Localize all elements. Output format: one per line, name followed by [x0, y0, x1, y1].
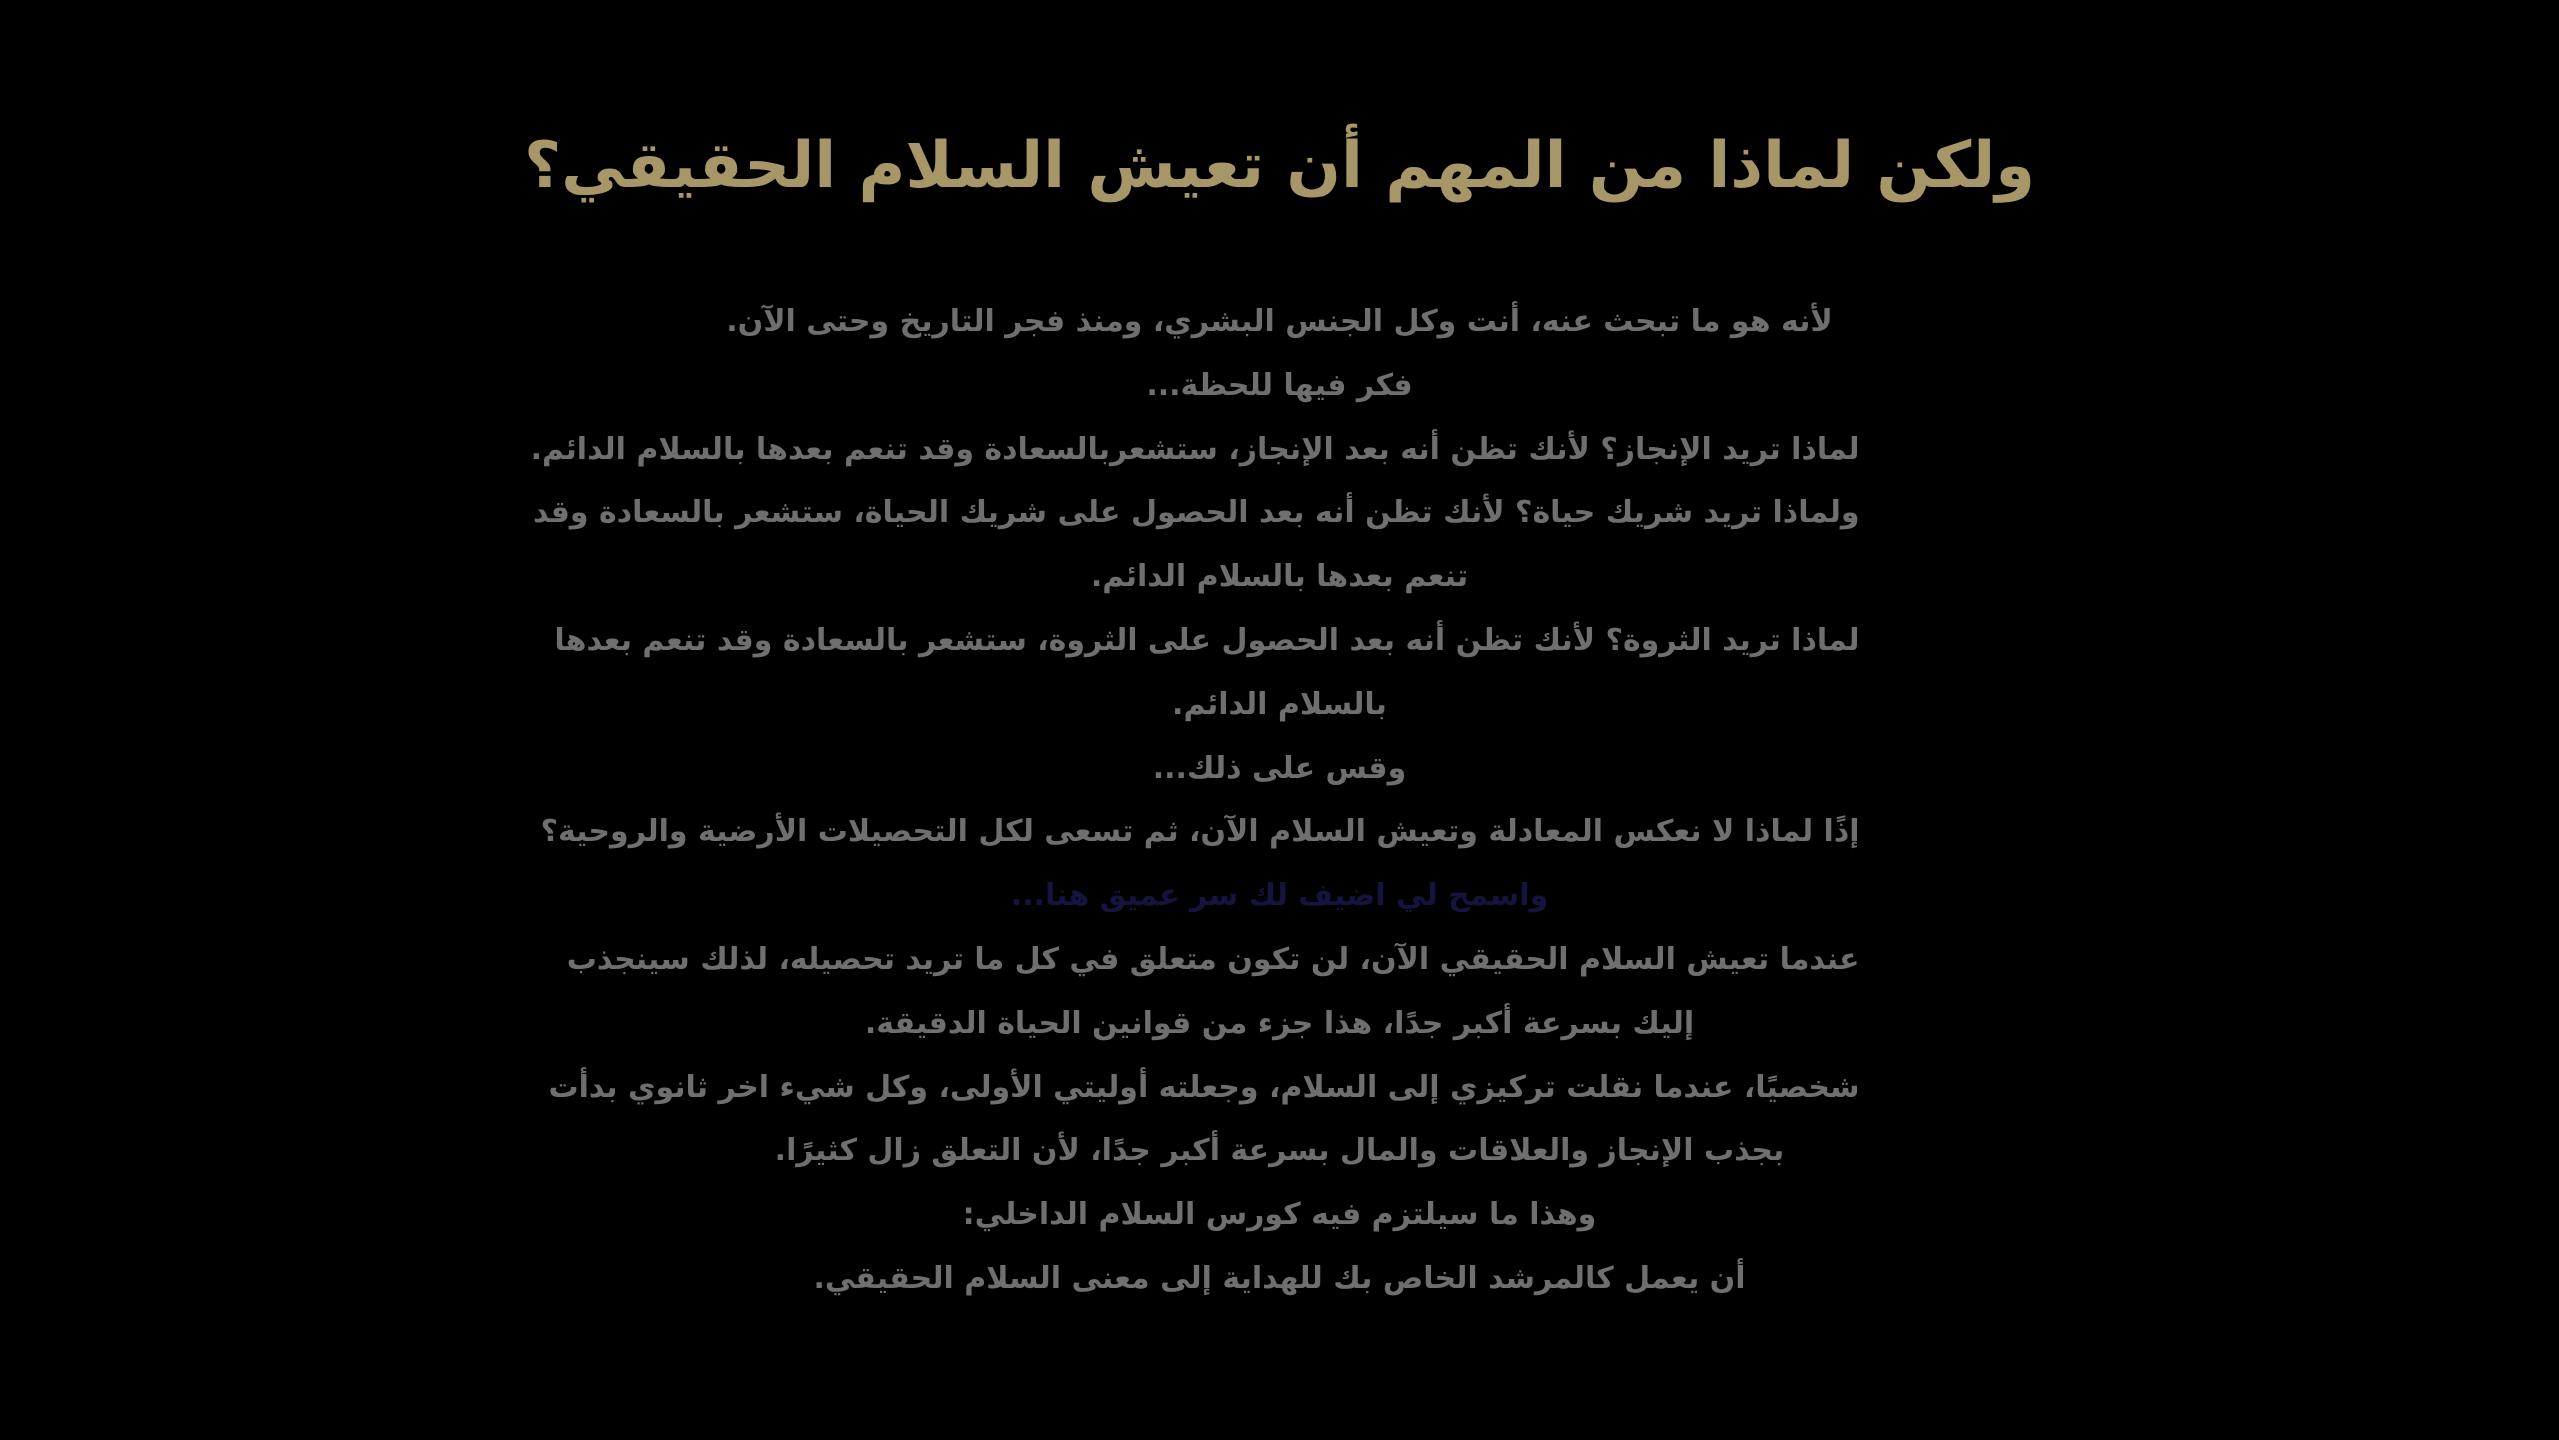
body-line: بالسلام الدائم. — [1172, 686, 1387, 722]
body-line: لماذا تريد الثروة؟ لأنك تظن أنه بعد الحصول على الثروة، ستشعر بالسعادة وقد تنعم بعدها — [554, 622, 1860, 658]
body-line: وهذا ما سيلتزم فيه كورس السلام الداخلي: — [962, 1197, 1597, 1233]
page-title: ولكن لماذا من المهم أن تعيش السلام الحقيقي؟ — [524, 129, 2035, 203]
body-text — [530, 290, 1860, 1311]
body-line: فكر فيها للحظة... — [1146, 367, 1413, 403]
body-line: شخصيًا، عندما نقلت تركيزي إلى السلام، وجعلته أوليتي الأولى، وكل شيء اخر ثانوي بدأت — [548, 1069, 1860, 1105]
body-line: أن يعمل كالمرشد الخاص بك للهداية إلى معنى السلام الحقيقي. — [813, 1260, 1746, 1296]
body-line: ولماذا تريد شريك حياة؟ لأنك تظن أنه بعد الحصول على شريك الحياة، ستشعر بالسعادة وقد — [532, 495, 1860, 531]
body-line: تنعم بعدها بالسلام الدائم. — [1090, 559, 1469, 595]
secret-link[interactable]: واسمح لي اضيف لك سر عميق هنا... — [1010, 878, 1549, 914]
body-line: إذًا لماذا لا نعكس المعادلة وتعيش السلام الآن، ثم تسعى لكل التحصيلات الأرضية والروحية؟ — [540, 814, 1860, 850]
body-line: لأنه هو ما تبحث عنه، أنت وكل الجنس البشري، ومنذ فجر التاريخ وحتى الآن. — [726, 304, 1833, 339]
body-line: بجذب الإنجاز والعلاقات والمال بسرعة أكبر جدًا، لأن التعلق زال كثيرًا. — [774, 1133, 1785, 1169]
body-line: لماذا تريد الإنجاز؟ لأنك تظن أنه بعد الإنجاز، ستشعربالسعادة وقد تنعم بعدها بالسلام الدائم. — [530, 431, 1860, 467]
body-line: وقس على ذلك... — [1152, 750, 1407, 786]
body-line: إليك بسرعة أكبر جدًا، هذا جزء من قوانين الحياة الدقيقة. — [864, 1005, 1695, 1041]
body-line: عندما تعيش السلام الحقيقي الآن، لن تكون متعلق في كل ما تريد تحصيله، لذلك سينجذب — [566, 941, 1860, 977]
